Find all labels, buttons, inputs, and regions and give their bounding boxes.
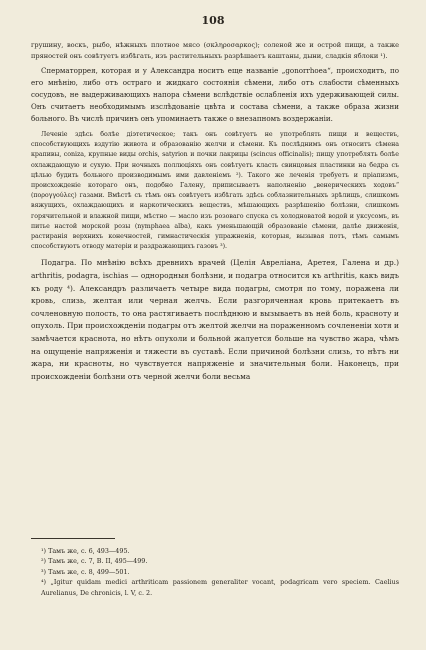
paragraph-spermatorrhea: Сперматоррея, которая и у Александра носитъ еще названіе „gonorrhoea“, происходитъ, по его мнѣнію, либо отъ остраго и жидкаго состоянія сѣмени, либо отъ слабости сѣменныхъ сосудовъ, не выдерживающихъ напора сѣмени вслѣдствіе ослабленія ихъ удерживающей силы. Онъ считаетъ необходимымъ изслѣдованіе цвѣта и состава сѣмени, а также образа жизни больного. Въ числѣ причинъ онъ упоминаетъ также о внезапномъ воздержаніи. bbox=[31, 66, 399, 123]
footnote-2: ²) Тамъ же, с. 7, В. II, 495—499. bbox=[41, 557, 148, 566]
footnote-divider bbox=[31, 538, 115, 539]
footnote-4: ⁴) „Igitur quidam medici arthriticam passionem generaliter vocant, podagricam vero speciem. Caelius Aurelianus, De chronicis, l. V, c. 2. bbox=[41, 578, 399, 597]
paragraph-podagra: Подагра. По мнѣнію всѣхъ древнихъ врачей (Целія Авреліана, Аретея, Галена и др.) arthritis, podagra, ischias — однородныя болѣзни, и подагра относится къ arthritis, какъ видъ къ роду ⁴). Александръ различаетъ четыре вида подагры, смотря по тому, поражена ли кровь, слизь, желтая или черная желчь. Если разгоряченная кровь притекаетъ въ сочленовную полость, то она растягиваетъ послѣднюю и вызываетъ въ ней боль, краснoту и опухоль. При происхожденіи подагры отъ желтой желчи на пораженномъ сочлененіи хотя и замѣчается краснота, но нѣтъ опухоли и больной жалуется больше на чувство жара, чѣмъ на ощущеніе напряженія и тяжести въ суставѣ. Если причиной болѣзни слизь, то нѣтъ ни жара, ни красноты, но чувствуется напряженіе и значительныя боли. Наконецъ, при происхожденіи болѣзни отъ черной желчи боли весьма bbox=[31, 258, 399, 381]
paragraph-treatment: Леченіе здѣсь болѣе діэтетическое; такъ онъ совѣтуетъ не употреблять пищи и веществъ, способствующихъ вздутію живота и образованію желчи и сѣмени. Къ послѣднимъ онъ относитъ сѣмена крапивы, coniza, крупные виды orchis, satyrion и почки лакрицы (scincus officinalis); пищу употреблять болѣе охлаждающую и сухую. При ночныхъ поллюціяхъ онъ совѣтуетъ класть свинцовыя пластинки на бедра съ цѣлью будить больного производимымъ ими давленіемъ ²). Такого же леченія требуетъ и пріапизмъ, происхожденіе котораго онъ, подобно Галену, приписываетъ наполненію „венерическихъ ходовъ“ (πορογγούλες) газами. Вмѣстѣ съ тѣмъ онъ совѣтуетъ избѣгать здѣсь соблазнительныхъ зрѣлищъ, слишкомъ вяжущихъ, охлаждающихъ и наркотическихъ веществъ, мѣшающихъ разрѣшенію болѣзни, слишкомъ горячительной и влажной пищи, мѣстно — масло изъ розоваго спуска съ холодноватой водой и уксусомъ, въ питье настой морской розы (nymphaea alba), какъ уменьшающій образованіе сѣмени, далѣе движенія, растиранія верхнихъ конечностей, гимнастическія упражненія, которыя, вызывая потъ, тѣмъ самымъ способствуютъ отводу матеріи и раздражающихъ газовъ ³). bbox=[31, 131, 399, 251]
footnote-1: ¹) Тамъ же, с. 6, 493—495. bbox=[41, 547, 130, 555]
page-number: 108 bbox=[201, 14, 225, 27]
paragraph-diet-continued: грушину, воскъ, рыбо, нѣжныхъ плотное мясо (σκληροσαρκος); соленой же и острой пищи, а также пряностей онъ совѣтуетъ избѣгать, изъ растительныхъ разрѣшаетъ каштаны, дыни, сладкія яблоки ¹). bbox=[31, 41, 399, 60]
footnotes bbox=[31, 546, 399, 598]
footnote-3: ³) Тамъ же, с. 8, 499—501. bbox=[41, 567, 130, 576]
body-text bbox=[31, 40, 399, 383]
